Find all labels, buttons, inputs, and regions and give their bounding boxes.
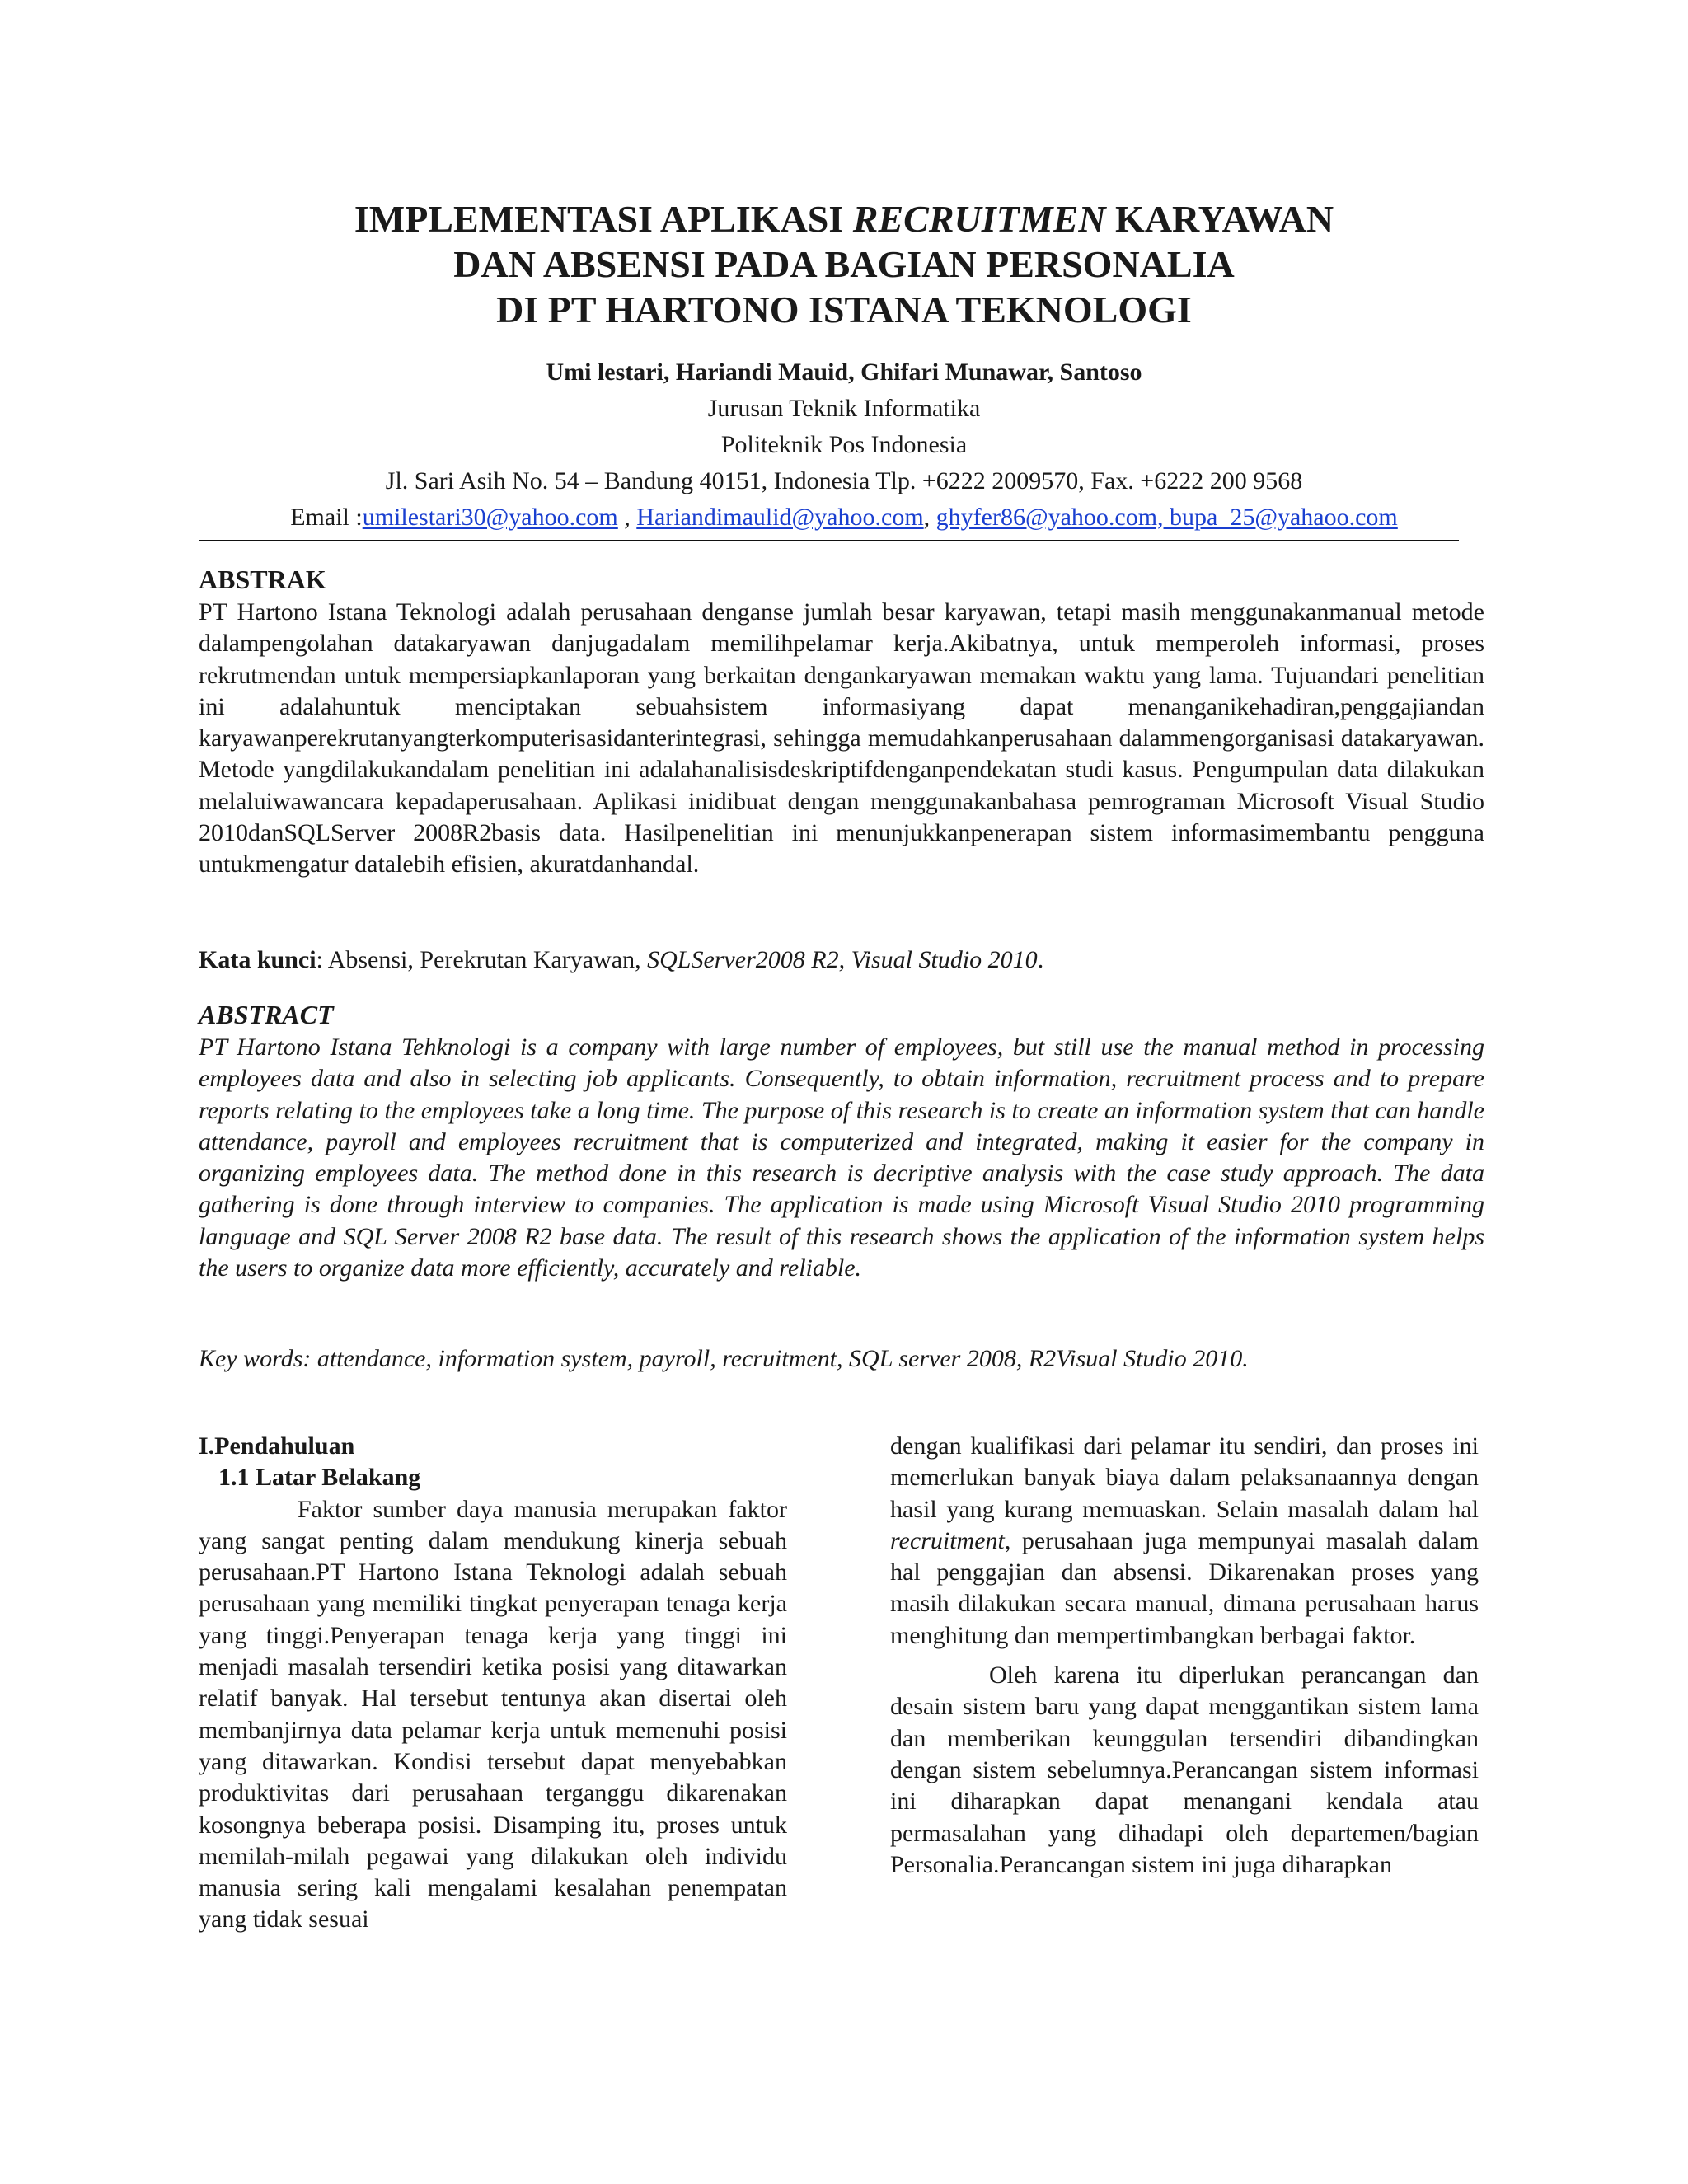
title-line-1: IMPLEMENTASI APLIKASI RECRUITMEN KARYAWAN bbox=[354, 198, 1334, 240]
body-column-right bbox=[890, 1431, 1479, 1881]
title-line-3: DI PT HARTONO ISTANA TEKNOLOGI bbox=[496, 288, 1192, 330]
kata-kunci-label: Kata kunci bbox=[199, 946, 316, 973]
abstrak-heading: ABSTRAK bbox=[199, 565, 326, 594]
body-column-left bbox=[199, 1431, 787, 1936]
affiliation-department: Jurusan Teknik Informatika bbox=[707, 395, 981, 422]
subsection-heading: 1.1 Latar Belakang bbox=[218, 1464, 421, 1492]
title-line-2: DAN ABSENSI PADA BAGIAN PERSONALIA bbox=[453, 243, 1235, 285]
keywords: Key words: attendance, information system, payroll, recruitment, SQL server 2008, R2Visual Studio 2010. bbox=[199, 1345, 1249, 1372]
paper-title bbox=[165, 196, 1523, 332]
email-label: Email : bbox=[290, 504, 363, 531]
kata-kunci: Kata kunci: Absensi, Perekrutan Karyawan, SQLServer2008 R2, Visual Studio 2010. bbox=[199, 946, 1044, 973]
body-paragraph: Oleh karena itu diperlukan perancangan dan desain sistem baru yang dapat menggantikan sistem lama dan memberikan keunggulan tersendiri dibandingkan dengan sistem sebelumnya.Perancangan sistem informasi ini diharapkan dapat menangani kendala atau permasalahan yang dihadapi oleh departemen/bagian Personalia.Perancangan sistem ini juga diharapkan bbox=[890, 1661, 1479, 1878]
email-link-2[interactable]: Hariandimaulid@yahoo.com bbox=[636, 504, 924, 531]
abstract-heading: ABSTRACT bbox=[199, 1000, 334, 1029]
author-list: Umi lestari, Hariandi Mauid, Ghifari Munawar, Santoso bbox=[546, 359, 1142, 386]
section-heading: I.Pendahuluan bbox=[199, 1432, 355, 1460]
email-line: Email :umilestari30@yahoo.com , Hariandimaulid@yahoo.com, ghyfer86@yahoo.com, bupa_25@yahaoo.com bbox=[290, 504, 1398, 531]
title-italic-word: RECRUITMEN bbox=[852, 198, 1106, 240]
abstrak-text: PT Hartono Istana Teknologi adalah perusahaan denganse jumlah besar karyawan, tetapi masih menggunakanmanual metode dalampengolahan datakaryawan danjugadalam memilihpelamar kerja.Akibatnya, untuk memperoleh informasi, proses rekrutmendan untuk mempersiapkanlaporan yang berkaitan dengankaryawan memakan waktu yang lama. Tujuandari penelitian ini adalahuntuk menciptakan sebuahsistem informasiyang dapat menanganikehadiran,penggajiandan karyawanperekrutanyangterkomputerisasidanterintegrasi, sehingga memudahkanperusahaan dalammengorganisasi datakaryawan. Metode yangdilakukandalam penelitian ini adalahanalisisdeskriptifdenganpendekatan studi kasus. Pengumpulan data dilakukan melaluiwawancara kepadaperusahaan. Aplikasi inidibuat dengan menggunakanbahasa pemrograman Microsoft Visual Studio 2010danSQLServer 2008R2basis data. Hasilpenelitian ini menunjukkanpenerapan sistem informasimembantu pengguna untukmengatur datalebih efisien, akuratdanhandal. bbox=[199, 598, 1484, 879]
email-link-1[interactable]: umilestari30@yahoo.com bbox=[362, 504, 618, 531]
body-paragraph: Faktor sumber daya manusia merupakan faktor yang sangat penting dalam mendukung kinerja sebuah perusahaan.PT Hartono Istana Teknologi adalah sebuah perusahaan yang memiliki tingkat penyerapan tenaga kerja yang tinggi.Penyerapan tenaga kerja yang tinggi ini menjadi masalah tersendiri ketika posisi yang ditawarkan relatif banyak. Hal tersebut tentunya akan disertai oleh membanjirnya data pelamar kerja untuk memenuhi posisi yang ditawarkan. Kondisi tersebut dapat menyebabkan produktivitas dari perusahaan terganggu dikarenakan kosongnya beberapa posisi. Disamping itu, proses untuk memilah-milah pegawai yang dilakukan oleh individu manusia sering kali mengalami kesalahan penempatan yang tidak sesuai bbox=[199, 1495, 787, 1933]
affiliation-address: Jl. Sari Asih No. 54 – Bandung 40151, Indonesia Tlp. +6222 2009570, Fax. +6222 200 9568 bbox=[385, 467, 1303, 494]
header-divider bbox=[199, 540, 1459, 541]
affiliation-institution: Politeknik Pos Indonesia bbox=[720, 431, 968, 458]
email-link-3[interactable]: ghyfer86@yahoo.com, bupa_25@yahaoo.com bbox=[935, 504, 1398, 531]
body-paragraph: dengan kualifikasi dari pelamar itu sendiri, dan proses ini memerlukan banyak biaya dalam pelaksanaannya dengan hasil yang kurang memuaskan. Selain masalah dalam hal recruitment, perusahaan juga mempunyai masalah dalam hal penggajian dan absensi. Dikarenakan proses yang masih dilakukan secara manual, dimana perusahaan harus menghitung dan mempertimbangkan berbagai faktor. bbox=[890, 1432, 1479, 1649]
abstract-text: PT Hartono Istana Tehknologi is a company with large number of employees, but still use the manual method in processing employees data and also in selecting job applicants. Consequently, to obtain information, recruitment process and to prepare reports relating to the employees take a long time. The purpose of this research is to create an information system that can handle attendance, payroll and employees recruitment that is computerized and integrated, making it easier for the company in organizing employees data. The method done in this research is decriptive analysis with the case study approach. The data gathering is done through interview to companies. The application is made using Microsoft Visual Studio 2010 programming language and SQL Server 2008 R2 base data. The result of this research shows the application of the information system helps the users to organize data more efficiently, accurately and reliable. bbox=[199, 1033, 1484, 1282]
